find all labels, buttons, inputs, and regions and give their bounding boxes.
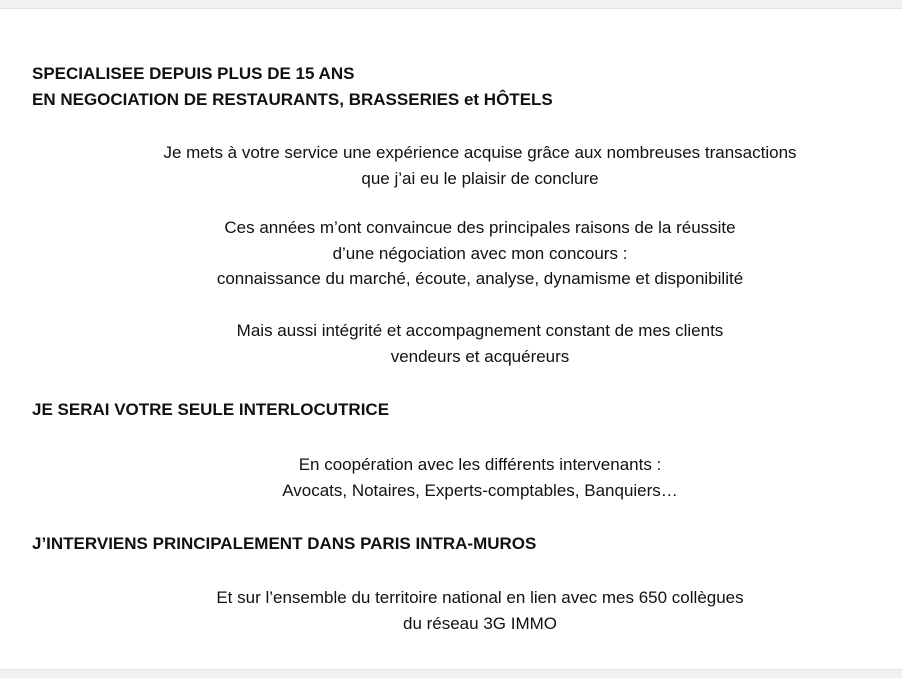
network-line-1: Et sur l’ensemble du territoire national en lien avec mes 650 collègues <box>216 588 744 607</box>
conviction-paragraph <box>80 215 880 292</box>
conviction-line-2: d’une négociation avec mon concours : <box>332 243 628 263</box>
intro-heading <box>32 61 553 113</box>
integrity-line-2: vendeurs et acquéreurs <box>390 346 570 366</box>
integrity-line-1: Mais aussi intégrité et accompagnement constant de mes clients <box>236 321 724 340</box>
intro-heading-line-2: EN NEGOCIATION DE RESTAURANTS, BRASSERIES et HÔTELS <box>32 90 553 109</box>
contact-heading-text: JE SERAI VOTRE SEULE INTERLOCUTRICE <box>32 400 390 419</box>
integrity-paragraph <box>80 318 880 369</box>
area-heading-text: J’INTERVIENS PRINCIPALEMENT DANS PARIS INTRA-MUROS <box>32 534 537 553</box>
network-line-2: du réseau 3G IMMO <box>402 613 557 633</box>
experience-line-2: que j’ai eu le plaisir de conclure <box>361 168 599 188</box>
intro-heading-line-1: SPECIALISEE DEPUIS PLUS DE 15 ANS <box>32 64 355 83</box>
cooperation-paragraph <box>80 452 880 503</box>
contact-heading <box>32 397 389 423</box>
document-page <box>0 8 902 670</box>
cooperation-line-2: Avocats, Notaires, Experts-comptables, Banquiers… <box>282 480 678 500</box>
conviction-line-1: Ces années m’ont convaincue des principales raisons de la réussite <box>224 218 736 237</box>
network-paragraph <box>80 585 880 636</box>
cooperation-line-1: En coopération avec les différents intervenants : <box>298 455 662 474</box>
experience-paragraph <box>80 140 880 191</box>
area-heading <box>32 531 536 557</box>
conviction-line-3: connaissance du marché, écoute, analyse, dynamisme et disponibilité <box>216 269 744 288</box>
experience-line-1: Je mets à votre service une expérience acquise grâce aux nombreuses transactions <box>163 143 797 162</box>
